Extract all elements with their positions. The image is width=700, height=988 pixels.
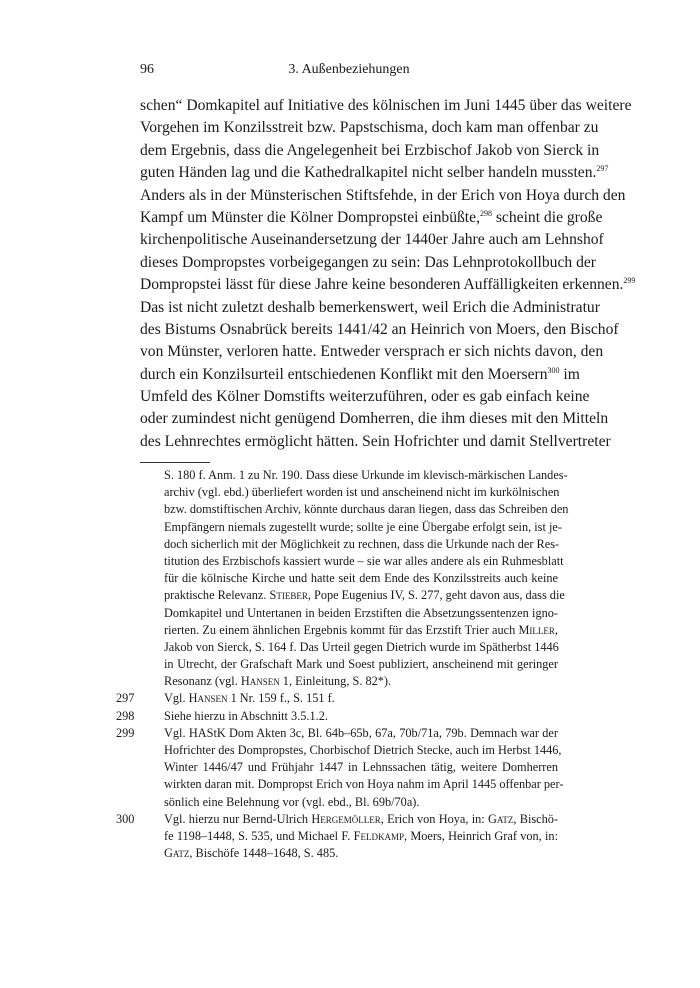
footnote-300: 300 Vgl. hierzu nur Bernd-Ulrich Hergemöller, Erich von Hoya, in: Gatz, Bischö- fe 1198–1448, S. 535, und Michael F. Feldkamp, Moers, Heinrich Graf von, in: Gatz, Bischöfe 1448–1648, S. 485. [116, 811, 559, 861]
text-line: von Münster, verloren hatte. Entweder versprach er sich nichts davon, den [140, 343, 604, 361]
author-name: Miller [518, 622, 555, 637]
text-line: dieses Dompropstes vorbeigegangen zu sein: Das Lehnprotokollbuch der [140, 253, 597, 271]
text-line: Anders als in der Münsterischen Stiftsfehde, in der Erich von Hoya durch den [140, 186, 626, 204]
footnote-ref-300[interactable]: 300 [547, 365, 560, 375]
text-line: Kampf um Münster die Kölner Dompropstei einbüßte,$^{298}$ scheint die große [140, 208, 603, 226]
author-name: Feldkamp [353, 828, 404, 843]
footnote-separator [140, 462, 210, 463]
chapter-title: 3. Außenbeziehungen [288, 62, 410, 77]
footnotes [116, 467, 569, 862]
text-line: des Bistums Osnabrück bereits 1441/42 an Heinrich von Moers, den Bischof [140, 320, 619, 338]
text-line: schen“ Domkapitel auf Initiative des kölnischen im Juni 1445 über das weitere [140, 97, 632, 114]
footnote-number: 299 [116, 725, 135, 740]
text-line: dem Ergebnis, dass die Angelegenheit bei Erzbischof Jakob von Sierck in [140, 141, 600, 159]
text-line: durch ein Konzilsurteil entschiedenen Konflikt mit den Moersern$^{300}$ im [140, 365, 580, 383]
footnote-ref-297[interactable]: 297 [596, 164, 609, 174]
page-number: 96 [140, 62, 154, 77]
footnote-ref-299[interactable]: 299 [623, 276, 636, 286]
footnote-number: 298 [116, 708, 135, 723]
footnote-ref-298[interactable]: 298 [479, 208, 492, 218]
author-name: Gatz [488, 811, 514, 826]
author-name: Hergemöller [311, 811, 381, 826]
text-line: Vorgehen im Konzilsstreit bzw. Papstschisma, doch kam man offenbar zu [140, 119, 599, 137]
text-line: des Lehnrechtes ermöglicht hätten. Sein Hofrichter und damit Stellvertreter [140, 432, 611, 450]
text-line: oder zumindest nicht genügend Domherren, die ihm dieses mit den Mitteln [140, 410, 609, 428]
footnote-297: 297 Vgl. Hansen 1 Nr. 159 f., S. 151 f. [140, 690, 558, 707]
author-name: Hansen [240, 674, 280, 689]
main-text [140, 95, 636, 453]
text-line: kirchenpolitische Auseinandersetzung der 1440er Jahre auch am Lehnshof [140, 231, 604, 249]
running-head [140, 62, 558, 82]
text-line: Dompropstei lässt für diese Jahre keine besonderen Auffälligkeiten erkennen.$^{299}$ [140, 276, 636, 294]
author-name: Stieber [269, 588, 308, 603]
footnote-298: 298 Siehe hierzu in Abschnitt 3.5.1.2. [140, 708, 558, 725]
author-name: Gatz [164, 846, 190, 861]
footnote-continuation: S. 180 f. Anm. 1 zu Nr. 190. Dass diese Urkunde im klevisch-märkischen Landes- archiv (vgl. ebd.) überliefert worden ist und anscheinend nicht im kurkölnischen bzw. domstiftischen Archiv, könnte durchaus daran liegen, dass das Schreiben den Empfängern niemals zugestellt wurde; sollte je eine Übergabe erfolgt sein, ist je- doch sicherlich mit der Möglichkeit zu rechnen, dass die Urkunde nach der Res- titution des Erzbischofs kassiert wurde – sie war alles andere als ein Ruhmesblatt für die kölnische Kirche und hatte seit dem Ende des Konzilsstreits auch keine praktische Relevanz. Stieber, Pope Eugenius IV, S. 277, geht davon aus, dass die Domkapitel und Untertanen in beiden Erzstiften die Absetzungssentenzen igno- rierten. Zu einem ähnlichen Ergebnis kommt für das Erzstift Trier auch Miller, Jakob von Sierck, S. 164 f. Das Urteil gegen Dietrich wurde im Spätherbst 1446 in Utrecht, der Grafschaft Mark und Soest publiziert, anscheinend mit geringer Resonanz (vgl. Hansen 1, Einleitung, S. 82*). [164, 468, 569, 689]
text-line: Umfeld des Kölner Domstifts weiterzuführen, oder es gab einfach keine [140, 388, 590, 406]
footnote-number: 300 [116, 811, 135, 826]
text-line: Das ist nicht zuletzt deshalb bemerkenswert, weil Erich die Administratur [140, 298, 600, 316]
text-line: guten Händen lag und die Kathedralkapitel nicht selber handeln mussten.$^{297}$ [140, 164, 609, 182]
author-name: Hansen [188, 691, 228, 706]
footnote-299: 299 Vgl. HAStK Dom Akten 3c, Bl. 64b–65b, 67a, 70b/71a, 79b. Demnach war der Hofrichter des Dompropstes, Chorbischof Dietrich Stecke, auch im Herbst 1446, Winter 1446/47 und Frühjahr 1447 in Lehnssachen tätig, weitere Domherren wirkten daran mit. Dompropst Erich von Hoya nahm im April 1445 offenbar per- sönlich eine Belehnung vor (vgl. ebd., Bl. 69b/70a). [116, 725, 564, 809]
footnote-number: 297 [116, 691, 135, 706]
